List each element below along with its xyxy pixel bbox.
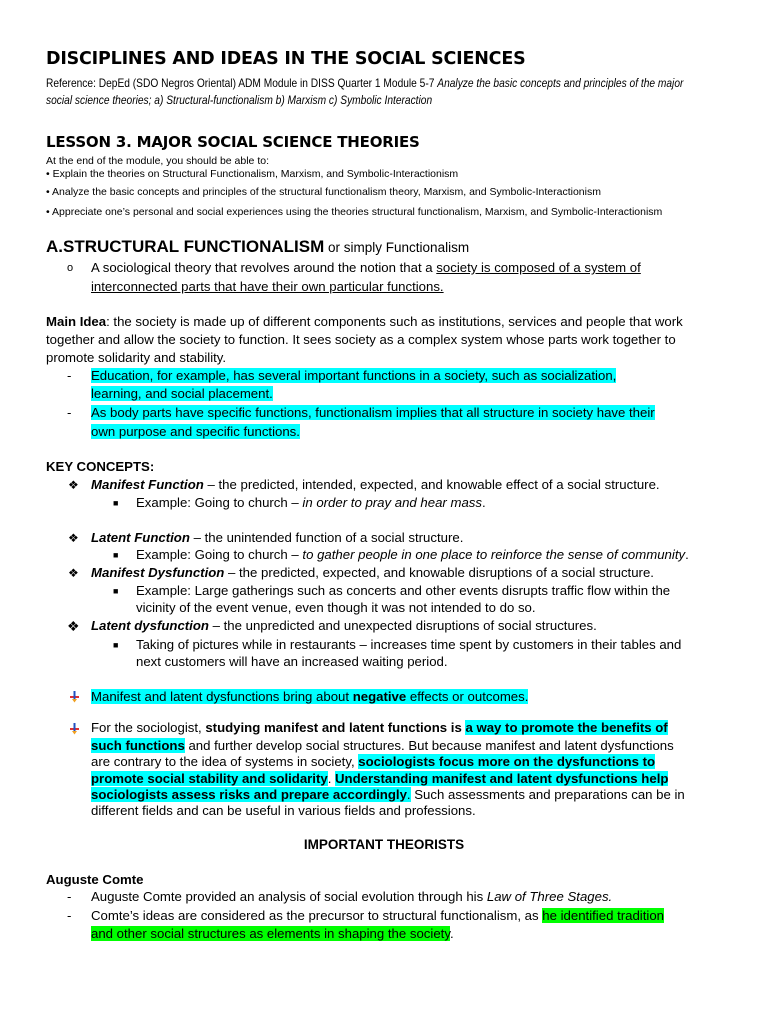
objective-item: • Explain the theories on Structural Functionalism, Marxism, and Symbolic-Interactionism <box>46 168 459 180</box>
main-idea-text: : the society is made up of different components such as institutions, services and people that work <box>106 314 683 329</box>
reference-label: Reference: <box>46 77 96 90</box>
term: Latent dysfunction <box>91 618 209 633</box>
reference-text: DepEd (SDO Negros Oriental) ADM Module in DISS Quarter 1 Module 5-7 <box>95 77 438 90</box>
note-highlight: such functions <box>91 738 185 753</box>
diamond-bullet-icon: ❖ <box>68 478 79 492</box>
highlighted-text: own purpose and specific functions. <box>91 424 300 439</box>
definition: – the predicted, intended, expected, and knowable effect of a social structure. <box>203 477 660 492</box>
main-idea-bullet-1 <box>91 367 616 386</box>
latent-dysfunction-example-1: Taking of pictures while in restaurants – increases time spent by customers in their tables and <box>136 637 682 652</box>
square-bullet-icon: ■ <box>113 550 119 560</box>
definition-underlined: interconnected parts that have their own particular functions. <box>91 279 444 294</box>
diamond-bullet-icon: ❖ <box>67 618 80 634</box>
note-sociologist-line-3 <box>91 753 655 770</box>
dash-marker: - <box>67 368 72 383</box>
note-text: effects or outcomes. <box>406 689 529 704</box>
main-idea-line-3: promote solidarity and stability. <box>46 350 227 365</box>
theorists-heading: IMPORTANT THEORISTS <box>303 837 465 852</box>
definition-underlined: society is composed of a system of <box>436 260 641 275</box>
note-highlight: a way to promote the benefits of <box>465 720 668 735</box>
definition: – the unintended function of a social structure. <box>189 530 464 545</box>
note-text: . <box>327 771 336 786</box>
note-dysfunctions <box>91 688 528 707</box>
square-bullet-icon: ■ <box>113 586 119 596</box>
note-text: are contrary to the idea of systems in society, <box>91 754 359 769</box>
latent-function <box>91 529 463 548</box>
note-sociologist-line-2 <box>91 737 674 754</box>
theorist-point-2-cont <box>91 925 454 944</box>
dash-marker: - <box>67 908 72 923</box>
dash-marker: - <box>67 405 72 420</box>
section-a-heading <box>46 237 469 257</box>
manifest-function-example <box>136 494 486 513</box>
manifest-dysfunction-example-2: vicinity of the event venue, even though it was not intended to do so. <box>136 600 536 615</box>
theorist-highlight: and other social structures as elements in shaping the society <box>91 926 450 941</box>
main-idea-line-2: together and allow the society to function. It sees society as a complex system whose parts work together to <box>46 332 676 347</box>
note-sociologist-line-4 <box>91 770 668 787</box>
punctuation: . <box>449 926 454 941</box>
note-sociologist-line-5 <box>91 786 685 803</box>
note-sociologist-line-1 <box>91 719 668 736</box>
note-highlight: Understanding manifest and latent dysfunctions help <box>335 771 669 786</box>
dash-marker: - <box>67 889 72 904</box>
document-title: DISCIPLINES AND IDEAS IN THE SOCIAL SCIENCES <box>46 49 526 69</box>
note-sociologist-line-6: different fields and can be useful in various fields and professions. <box>91 803 476 818</box>
objective-item: • Appreciate one’s personal and social experiences using the theories structural functionalism, Marxism, and Symbolic-Interactionism <box>46 206 663 218</box>
theorist-text: Auguste Comte provided an analysis of social evolution through his <box>91 889 487 904</box>
highlighted-text: learning, and social placement. <box>91 386 273 401</box>
definition-line-1 <box>91 259 641 278</box>
key-concepts-heading: KEY CONCEPTS: <box>46 459 155 474</box>
punctuation: . <box>482 495 486 510</box>
latent-function-example <box>136 546 689 565</box>
highlighted-text: As body parts have specific functions, functionalism implies that all structure in society have their <box>91 405 655 420</box>
note-text: and further develop social structures. But because manifest and latent dysfunctions <box>184 738 674 753</box>
objective-item: • Analyze the basic concepts and principles of the structural functionalism theory, Marxism, and Symbolic-Interactionism <box>46 186 601 198</box>
definition-plain: A sociological theory that revolves around the notion that a <box>91 260 437 275</box>
note-bold: studying manifest and latent functions is <box>205 720 466 735</box>
pushpin-bullet-icon <box>69 690 80 708</box>
term: Manifest Dysfunction <box>91 565 225 580</box>
reference <box>46 75 732 109</box>
example-italic: in order to pray and hear mass <box>302 495 482 510</box>
note-text: Such assessments and preparations can be in <box>410 787 685 802</box>
theorist-italic: Law of Three Stages. <box>486 889 613 904</box>
manifest-dysfunction <box>91 564 654 583</box>
square-bullet-icon: ■ <box>113 640 119 650</box>
theorist-highlight: he identified tradition <box>542 908 664 923</box>
main-idea-line-1 <box>46 313 683 332</box>
latent-dysfunction <box>91 617 597 636</box>
manifest-function <box>91 476 660 495</box>
note-bold: negative <box>352 689 407 704</box>
lesson-title: LESSON 3. MAJOR SOCIAL SCIENCE THEORIES <box>46 133 420 151</box>
theorist-point-2 <box>91 907 664 926</box>
theorist-text: Comte’s ideas are considered as the precursor to structural functionalism, as <box>91 908 543 923</box>
punctuation: . <box>685 547 689 562</box>
diamond-bullet-icon: ❖ <box>68 531 79 545</box>
main-idea-label: Main Idea <box>46 314 107 329</box>
diamond-bullet-icon: ❖ <box>68 566 79 580</box>
definition: – the unpredicted and unexpected disruptions of social structures. <box>208 618 597 633</box>
example-italic: to gather people in one place to reinforce the sense of community <box>302 547 686 562</box>
reference-italic-1: Analyze the basic concepts and principles of the major <box>437 77 684 90</box>
pushpin-bullet-icon <box>69 722 80 740</box>
note-highlight: sociologists focus more on the dysfunctions to <box>358 754 656 769</box>
main-idea-bullet-2 <box>91 404 655 423</box>
lesson-intro: At the end of the module, you should be able to: <box>46 155 269 167</box>
bullet-marker: o <box>67 262 74 274</box>
square-bullet-icon: ■ <box>113 498 119 508</box>
section-a-subtitle: or simply Functionalism <box>324 240 470 255</box>
highlighted-text: Education, for example, has several important functions in a society, such as socialization, <box>91 368 617 383</box>
theorist-name: Auguste Comte <box>46 872 144 887</box>
note-highlight: promote social stability and solidarity <box>91 771 328 786</box>
example-text: Example: Going to church – <box>136 495 303 510</box>
reference-italic-2: social science theories; a) Structural-functionalism b) Marxism c) Symbolic Interaction <box>46 94 433 107</box>
definition-line-2 <box>91 278 444 297</box>
main-idea-bullet-2-cont <box>91 423 300 442</box>
note-text: Manifest and latent dysfunctions bring about <box>91 689 353 704</box>
definition: – the predicted, expected, and knowable disruptions of a social structure. <box>224 565 654 580</box>
theorist-point-1 <box>91 888 612 907</box>
example-text: Example: Going to church – <box>136 547 303 562</box>
main-idea-bullet-1-cont <box>91 385 273 404</box>
section-a-title: A.STRUCTURAL FUNCTIONALISM <box>46 237 325 256</box>
term: Manifest Function <box>91 477 204 492</box>
note-text: For the sociologist, <box>91 720 206 735</box>
manifest-dysfunction-example-1: Example: Large gatherings such as concerts and other events disrupts traffic flow within the <box>136 583 671 598</box>
term: Latent Function <box>91 530 190 545</box>
note-highlight: sociologists assess risks and prepare accordingly <box>91 787 407 802</box>
note-text: . <box>406 787 411 802</box>
latent-dysfunction-example-2: next customers will have an increased waiting period. <box>136 654 448 669</box>
